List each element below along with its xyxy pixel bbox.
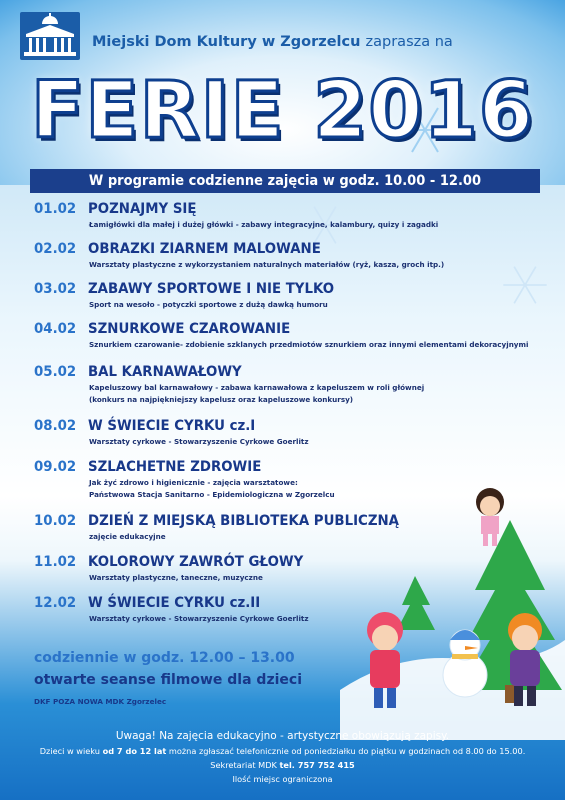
building-logo-icon xyxy=(20,12,80,60)
event-item xyxy=(34,416,514,457)
event-title: SZNURKOWE CZAROWANIE xyxy=(87,321,291,337)
event-item xyxy=(34,239,514,279)
event-date: 01.02 xyxy=(34,201,77,217)
event-title: W ŚWIECIE CYRKU cz.I xyxy=(87,418,256,434)
phone-info: Sekretariat MDK tel. 757 752 415 xyxy=(210,760,355,770)
event-title: OBRAZKI ZIARNEM MALOWANE xyxy=(87,241,321,257)
event-date: 11.02 xyxy=(34,554,77,570)
event-date: 12.02 xyxy=(34,595,77,611)
daily-hours: codziennie w godz. 12.00 – 13.00 xyxy=(34,650,295,666)
event-item xyxy=(34,362,514,416)
event-description: Łamigłówki dla małej i dużej główki - zabawy integracyjne, kalambury, quizy i zagadki xyxy=(89,220,439,229)
event-description: (konkurs na najpiękniejszy kapelusz oraz kapeluszowe konkursy) xyxy=(89,395,354,404)
invite-text: zaprasza na xyxy=(365,34,453,50)
limited-places: Ilość miejsc ograniczona xyxy=(232,774,333,784)
event-description: Sznurkiem czarowanie- zdobienie szklanych przedmiotów sznurkiem oraz innymi elementami dekoracyjnymi xyxy=(89,340,529,349)
header-text xyxy=(92,34,453,50)
event-item xyxy=(34,319,529,362)
event-description: Jak żyć zdrowo i higienicznie - zajęcia warsztatowe: xyxy=(89,478,298,487)
event-description: Sport na wesoło - potyczki sportowe z dużą dawką humoru xyxy=(89,300,328,309)
event-date: 09.02 xyxy=(34,459,77,475)
event-date: 04.02 xyxy=(34,321,77,337)
event-date: 02.02 xyxy=(34,241,77,257)
event-title: ZABAWY SPORTOWE I NIE TYLKO xyxy=(87,281,334,297)
event-item xyxy=(34,199,514,239)
event-description: Kapeluszowy bal karnawałowy - zabawa karnawałowa z kapeluszem w roli głównej xyxy=(89,383,425,392)
winter-kids-illustration xyxy=(340,480,565,740)
event-description: Warsztaty plastyczne z wykorzystaniem naturalnych materiałów (ryż, kasza, groch itp.) xyxy=(89,260,445,269)
films-text: otwarte seanse filmowe dla dzieci xyxy=(34,672,302,688)
event-title: POZNAJMY SIĘ xyxy=(87,201,197,217)
age-info: Dzieci w wieku od 7 do 12 lat można zgłaszać telefonicznie od poniedziałku do piątku w godzinach od 8.00 do 15.00. xyxy=(39,746,526,756)
partners-text: DKF POZA NOWA MDK Zgorzelec xyxy=(34,697,167,706)
daily-films-section xyxy=(34,647,302,706)
event-date: 05.02 xyxy=(34,364,77,380)
event-item xyxy=(34,279,514,319)
event-description: Państwowa Stacja Sanitarno - Epidemiologiczna w Zgorzelcu xyxy=(89,490,335,499)
event-title: BAL KARNAWAŁOWY xyxy=(87,364,242,380)
registration-notice: Uwaga! Na zajęcia edukacyjno - artystyczne obowiązują zapisy. xyxy=(115,730,450,742)
footer xyxy=(0,728,565,786)
event-date: 10.02 xyxy=(34,513,77,529)
event-title: KOLOROWY ZAWRÓT GŁOWY xyxy=(87,554,304,570)
event-title: W ŚWIECIE CYRKU cz.II xyxy=(87,595,261,611)
organization-name: Miejski Dom Kultury w Zgorzelcu xyxy=(92,34,361,50)
event-date: 03.02 xyxy=(34,281,77,297)
event-title: SZLACHETNE ZDROWIE xyxy=(87,459,262,475)
event-title: DZIEŃ Z MIEJSKĄ BIBLIOTEKA PUBLICZNĄ xyxy=(87,513,399,529)
program-banner: W programie codzienne zajęcia w godz. 10.00 - 12.00 xyxy=(30,169,540,193)
page-title: FERIE 2016 xyxy=(30,66,535,156)
event-description: Warsztaty cyrkowe - Stowarzyszenie Cyrkowe Goerlitz xyxy=(89,437,309,446)
event-date: 08.02 xyxy=(34,418,77,434)
event-description: Warsztaty plastyczne, taneczne, muzyczne xyxy=(89,573,263,582)
event-description: zajęcie edukacyjne xyxy=(89,532,166,541)
event-description: Warsztaty cyrkowe - Stowarzyszenie Cyrkowe Goerlitz xyxy=(89,614,309,623)
